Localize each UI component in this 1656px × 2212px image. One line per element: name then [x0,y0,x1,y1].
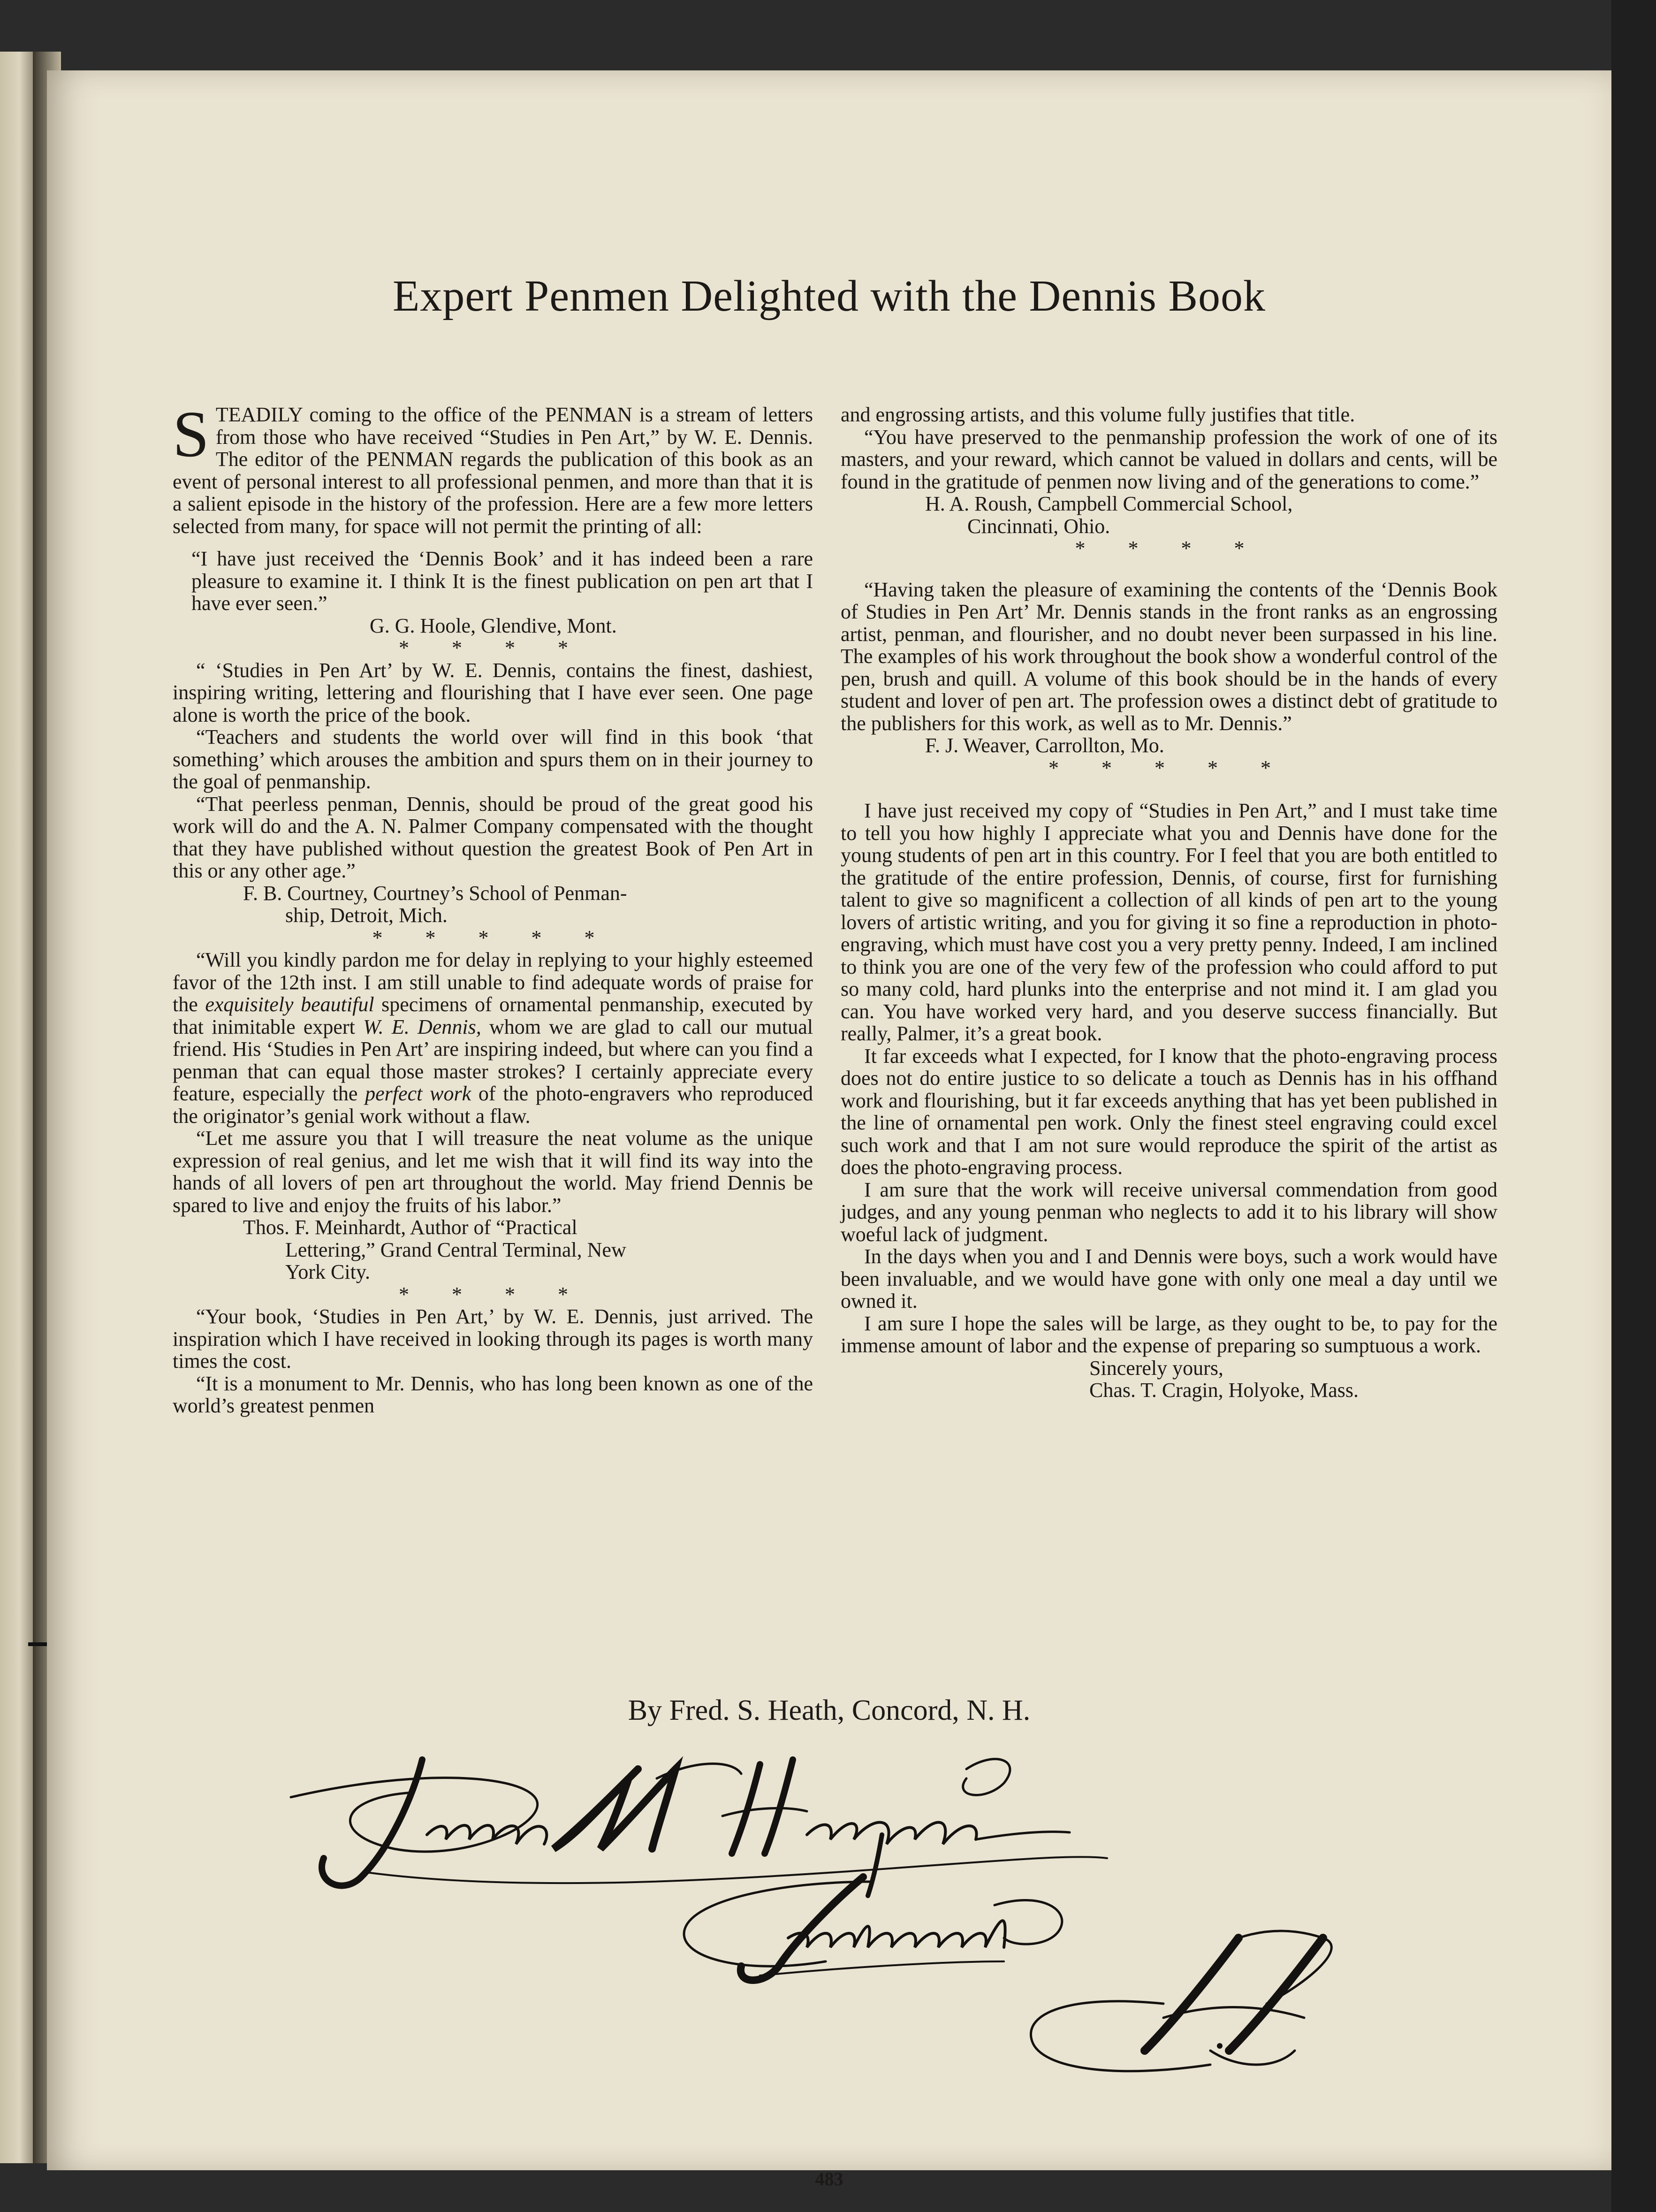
meinhardt-signature-line3: York City. [285,1260,370,1283]
meinhardt-emphasis-1: exquisitely beautiful [205,993,374,1016]
facing-page-edge [0,52,33,2163]
meinhardt-letter-p1 [173,949,813,1127]
hoole-letter: “I have just received the ‘Dennis Book’ and it has indeed been a rare pleasure to examine it. I think It is the finest publication on pen art that I have ever seen.” [191,547,813,615]
roush-signature [841,493,1497,537]
weaver-letter: “Having taken the pleasure of examining the contents of the ‘Dennis Book of Studies in Pen Art’ Mr. Dennis stands in the front ranks as an engrossing artist, penman, and flourisher, and no doubt never been surpassed in his line. The examples of his work throughout the book show a wonderful control of the pen, brush and quill. A volume of this book should be in the hands of every student and lover of pen art. The profession owes a distinct debt of gratitude to the publishers for this work, as well as to Mr. Dennis.” [841,578,1497,735]
courtney-letter-p2: “Teachers and students the world over will find in this book ‘that something’ which arouses the ambition and spurs them on in their journey to the goal of penmanship. [173,725,813,793]
intro-text: TEADILY coming to the office of the PENMAN is a stream of letters from those who have received “Studies in Pen Art,” by W. E. Dennis. The editor of the PENMAN regards the publication of this book as an event of personal interest to all professional penmen, and more than that it is a salient episode in the history of the profession. Here are a few more letters selected from many, for space will not permit the printing of all: [173,403,813,538]
courtney-signature-line1: F. B. Courtney, Courtney’s School of Penman- [243,881,627,905]
cragin-letter-p2: It far exceeds what I expected, for I know that the photo-engraving process does not do entire justice to so delicate a touch as Dennis has in his offhand work and flourishing, but it far exceeds anything that has yet been published in the line of ornamental pen work. Only the finest steel engraving could excel such work and that I am not sure would reproduce the spirit of the artist as does the photo-engraving process. [841,1044,1497,1179]
meinhardt-text-d: of the photo-engravers who reproduced the originator’s genial work without a flaw. [173,1082,813,1128]
cragin-letter-p1: I have just received my copy of “Studies in Pen Art,” and I must take time to tell you how highly I appreciate what you and Dennis have done for the young students of pen art in this country. For I feel that you are both entitled to the gratitude of the entire profession, Dennis, of course, first for furnishing talent to give so magnificent a collection of all kinds of pen art to the young lovers of artistic writing, and you for giving it so fine a reproduction in photo-engraving, which must have cost you a very pretty penny. Indeed, I am inclined to think you are one of the very few of the profession who could afford to put so many cold, hard plunks into the enterprise and not mind it. I am glad you can. You have worked very hard, and you deserve success financially. But really, Palmer, it’s a great book. [841,799,1497,1045]
specimen-credit: By Fred. S. Heath, Concord, N. H. [628,1694,1031,1726]
separator-stars: * * * * [399,1282,587,1306]
roush-letter-p1: “Your book, ‘Studies in Pen Art,’ by W. E. Dennis, just arrived. The inspiration which I have received in looking through its pages is worth many times the cost. [173,1305,813,1373]
page [47,70,1611,2189]
separator-stars: * * * * * [372,926,614,949]
cragin-letter-p3: I am sure that the work will receive universal commendation from good judges, and any young penman who neglects to add it to his library will show woeful lack of judgment. [841,1178,1497,1246]
courtney-letter-p1: “ ‘Studies in Pen Art’ by W. E. Dennis, contains the finest, dashiest, inspiring writing, lettering and flourishing that I have ever seen. One page alone is worth the price of the book. [173,658,813,726]
hoole-signature: G. G. Hoole, Glendive, Mont. [370,614,617,637]
courtney-letter-p3: “That peerless penman, Dennis, should be proud of the great good his work will do and the A. N. Palmer Company compensated with the thought that they have published without question the greatest Book of Pen Art in this or any other age.” [173,792,813,882]
scan-border [1611,0,1656,2212]
meinhardt-text-a: “Will you kindly pardon me for delay in replying to your highly esteemed favor of the 12th inst. I am still unable to find adequate words of praise for the [173,948,813,1016]
roush-letter-p2: “It is a monument to Mr. Dennis, who has long been known as one of the world’s greatest penmen [173,1372,813,1417]
meinhardt-emphasis-2: W. E. Dennis, [363,1015,481,1038]
meinhardt-text-b: specimens of ornamental penmanship, executed by that inimitable expert [173,993,813,1038]
roush-letter-p3: “You have preserved to the penmanship profession the work of one of its masters, and your reward, which cannot be valued in dollars and cents, will be found in the gratitude of penmen now living and of the generations to come.” [841,425,1497,493]
cragin-letter-p4: In the days when you and I and Dennis were boys, such a work would have been invaluable, and we would have gone with only one meal a day until we owned it. [841,1245,1497,1312]
separator-stars: * * * * * [1048,756,1290,779]
roush-letter-p2-continued: and engrossing artists, and this volume fully justifies that title. [841,403,1355,426]
left-column [173,398,813,1417]
right-column [841,404,1497,1402]
separator-stars: * * * * [399,636,587,659]
intro-paragraph [173,398,813,538]
meinhardt-signature-line2: Lettering,” Grand Central Terminal, New [285,1238,626,1261]
courtney-signature [173,882,813,927]
meinhardt-signature-line1: Thos. F. Meinhardt, Author of “Practical [243,1216,577,1239]
meinhardt-emphasis-3: perfect work [365,1082,471,1105]
weaver-signature: F. J. Weaver, Carrollton, Mo. [925,734,1164,757]
roush-signature-line1: H. A. Roush, Campbell Commercial School, [925,492,1293,515]
cragin-closing: Sincerely yours, [1089,1356,1223,1380]
article-headline: Expert Penmen Delighted with the Dennis Book [392,272,1266,320]
meinhardt-text-c: whom we are glad to call our mutual friend. His ‘Studies in Pen Art’ are inspiring indeed, but where can you find a penman that can equal those master strokes? I certainly appreciate every feature, especially the [173,1015,813,1105]
meinhardt-signature [173,1216,813,1283]
flourished-signature-image [272,1741,1539,2093]
drop-cap: S [173,398,209,471]
separator-stars: * * * * [1075,537,1263,560]
page-number: 483 [815,2168,843,2189]
roush-signature-line2: Cincinnati, Ohio. [967,514,1110,538]
cragin-signature: Chas. T. Cragin, Holyoke, Mass. [1089,1379,1359,1402]
meinhardt-letter-p2: “Let me assure you that I will treasure the neat volume as the unique expression of real genius, and let me wish that it will find its way into the hands of all lovers of pen art throughout the world. May friend Dennis be spared to live and enjoy the fruits of his labor.” [173,1127,813,1217]
cragin-letter-p5: I am sure I hope the sales will be large, as they ought to be, to pay for the immense amount of labor and the expense of preparing so sumptuous a work. [841,1312,1497,1357]
courtney-signature-line2: ship, Detroit, Mich. [285,904,448,927]
